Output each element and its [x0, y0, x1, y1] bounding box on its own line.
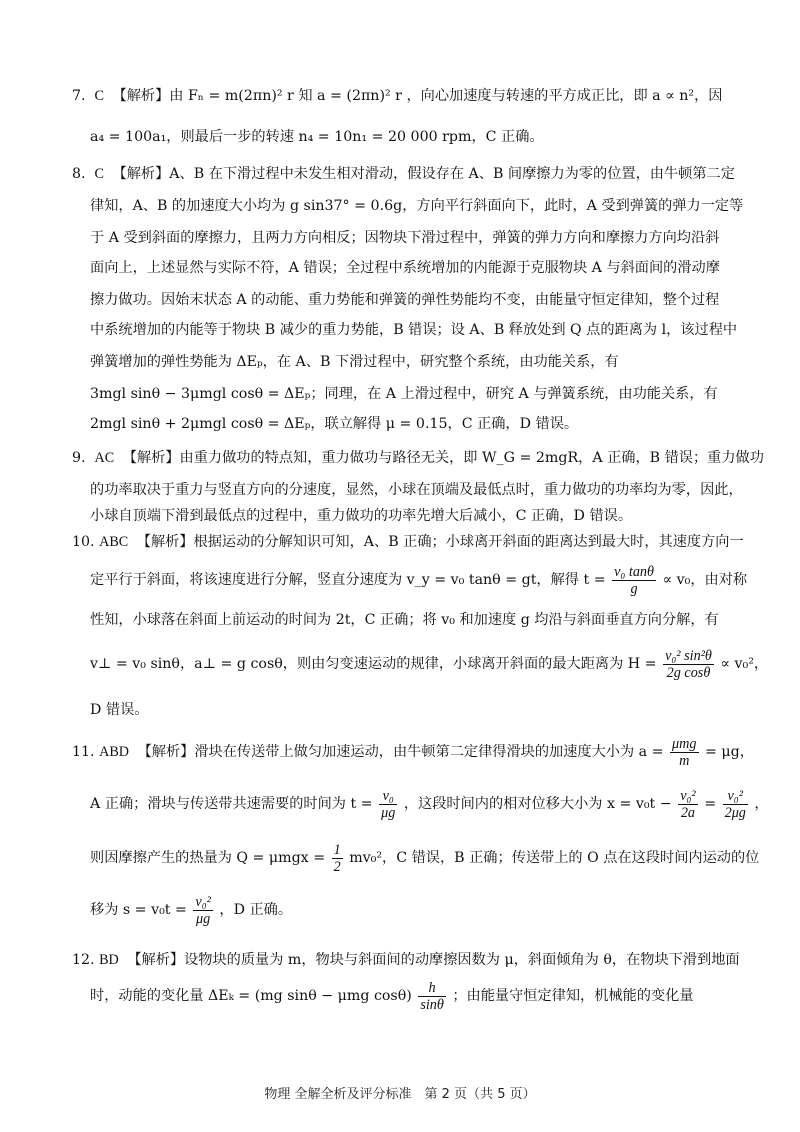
q11-line-3: 则因摩擦产生的热量为 Q = μmgx = $\frac{1}{2}$ mv₀²，C 错误，B 正确；传送带上的 O 点在这段时间内运动的位	[90, 841, 760, 875]
q8-line-5: 擦力做功。因始末状态 A 的动能、重力势能和弹簧的弹性势能均不变，由能量守恒定律知，整个过程	[90, 292, 720, 308]
q8-line-9: 2mgl sinθ + 2μmgl cosθ = ΔEₚ，联立解得 μ = 0.15，C 正确，D 错误。	[90, 416, 579, 432]
q11-line-4: 移为 s = v₀t = $\frac{\text{v₀²}}{\mu g}$ ，D 正确。	[90, 893, 293, 927]
q8-line-1: 8. C 【解析】A、B 在下滑过程中未发生相对滑动，假设存在 A、B 间摩擦力为零的位置，由牛顿第二定	[72, 166, 735, 182]
q9-line-2: 的功率取决于重力与竖直方向的分速度，显然，小球在顶端及最低点时，重力做功的功率均为零，因此，	[90, 482, 743, 498]
fraction-half: $\frac{1}{2}$	[333, 841, 341, 875]
q8-line-3: 于 A 受到斜面的摩擦力，且两力方向相反；因物块下滑过程中，弹簧的弹力方向和摩擦力方向均沿斜	[90, 230, 720, 246]
q12-line-1: 12. BD 【解析】设物块的质量为 m，物块与斜面间的动摩擦因数为 μ，斜面倾角为 θ，在物块下滑到地面	[72, 952, 740, 968]
page-footer: 物理 全解全析及评分标准 第 2 页（共 5 页）	[264, 1087, 536, 1102]
q10-line-5: D 错误。	[90, 702, 149, 718]
q8-line-6: 中系统增加的内能等于物块 B 减少的重力势能，B 错误；设 A、B 释放处到 Q 点的距离为 l，该过程中	[90, 322, 738, 338]
fraction-t: $\frac{\text{v₀ tanθ}}{g}$	[614, 563, 654, 597]
q8-line-4: 面向上，上述显然与实际不符，A 错误；全过程中系统增加的内能源于克服物块 A 与斜面间的滑动摩	[90, 260, 720, 276]
q10-line-2: 定平行于斜面，将该速度进行分解，竖直分速度为 v_y = v₀ tanθ = gt，解得 t = $\frac{\text{v₀ tanθ}}{g}$ ∝ v₀，由对称	[90, 563, 748, 597]
fraction-t2: $\frac{\text{v₀}}{\mu g}$	[381, 787, 396, 821]
q10-line-1: 10. ABC 【解析】根据运动的分解知识可知，A、B 正确；小球离开斜面的距离达到最大时，其速度方向一	[72, 534, 744, 550]
q8-line-7: 弹簧增加的弹性势能为 ΔEₚ，在 A、B 下滑过程中，研究整个系统，由功能关系，有	[90, 354, 619, 370]
q11-line-1: 11. ABD 【解析】滑块在传送带上做匀加速运动，由牛顿第二定律得滑块的加速度大小为 a = $\frac{\text{μmg}}{m}$ = μg，	[72, 735, 754, 769]
fraction-s: $\frac{\text{v₀²}}{\mu g}$	[195, 893, 211, 927]
q9-line-3: 小球自顶端下滑到最低点的过程中，重力做功的功率先增大后减小，C 正确，D 错误。	[90, 508, 633, 524]
fraction-x2: $\frac{\text{v₀²}}{2\mu g}$	[724, 787, 746, 821]
fraction-x1: $\frac{\text{v₀²}}{2a}$	[680, 787, 696, 821]
q8-line-2: 律知，A、B 的加速度大小均为 g sin37° = 0.6g，方向平行斜面向下，此时，A 受到弹簧的弹力一定等	[90, 198, 744, 214]
q9-line-1: 9. AC 【解析】由重力做功的特点知，重力做功与路径无关，即 W_G = 2mgR，A 正确，B 错误；重力做功	[72, 450, 764, 466]
q12-line-2: 时，动能的变化量 ΔEₖ = (mg sinθ − μmg cosθ) $\frac{h}{\sin\theta}$ ；由能量守恒定律知，机械能的变化量	[90, 979, 694, 1013]
q11-line-2: A 正确；滑块与传送带共速需要的时间为 t = $\frac{\text{v₀}}{\mu g}$ ，这段时间内的相对位移大小为 x = v₀t − $\frac{\text{v₀²}}{2a}$ = $\frac{\text{v₀²}}{2\mu g}$ ，	[90, 787, 769, 821]
fraction-h-sin: $\frac{h}{\sin\theta}$	[420, 979, 444, 1013]
q8-line-8: 3mgl sinθ − 3μmgl cosθ = ΔEₚ；同理，在 A 上滑过程中，研究 A 与弹簧系统，由功能关系，有	[90, 386, 718, 402]
q7-line-2: a₄ = 100a₁，则最后一步的转速 n₄ = 10n₁ = 20 000 rpm，C 正确。	[90, 129, 544, 145]
q10-line-3: 性知，小球落在斜面上前运动的时间为 2t，C 正确；将 v₀ 和加速度 g 均沿与斜面垂直方向分解，有	[90, 612, 719, 628]
q10-line-4: v⊥ = v₀ sinθ，a⊥ = g cosθ，则由匀变速运动的规律，小球离开斜面的最大距离为 H = $\frac{\text{v₀² sin²θ}}{\text{2g cosθ}}$ ∝ v₀²，	[90, 647, 769, 681]
fraction-h: $\frac{\text{v₀² sin²θ}}{\text{2g cosθ}}$	[665, 647, 712, 681]
fraction-a: $\frac{\text{μmg}}{m}$	[672, 735, 697, 769]
q7-line-1: 7. C 【解析】由 Fₙ = m(2πn)² r 知 a = (2πn)² r ，向心加速度与转速的平方成正比，即 a ∝ n²，因	[72, 88, 723, 104]
